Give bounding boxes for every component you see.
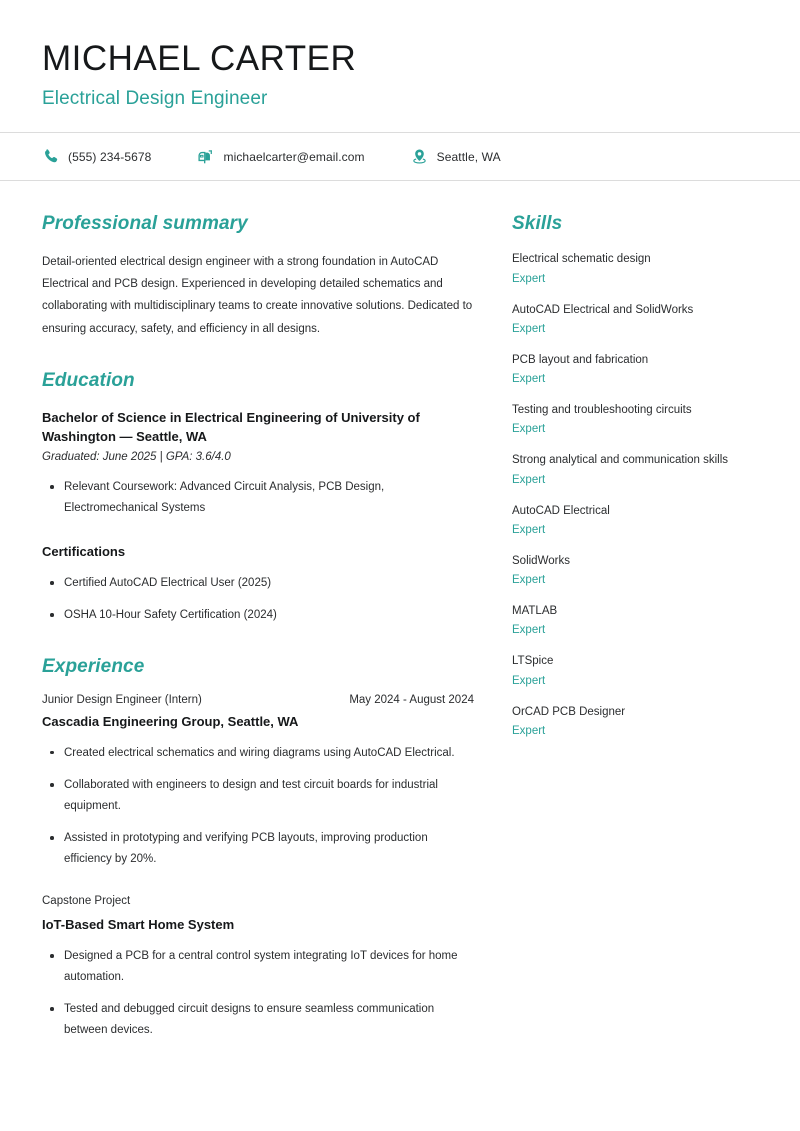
education-bullets bbox=[42, 477, 474, 518]
skill-item bbox=[512, 302, 762, 335]
skill-item bbox=[512, 452, 762, 485]
candidate-name: MICHAEL CARTER bbox=[42, 39, 357, 78]
certifications-bullets bbox=[42, 573, 474, 626]
skill-name: AutoCAD Electrical bbox=[512, 504, 610, 517]
experience-entry-header bbox=[42, 694, 474, 706]
list-item: Certified AutoCAD Electrical User (2025) bbox=[42, 573, 474, 593]
left-column bbox=[42, 213, 474, 1040]
list-item: Tested and debugged circuit designs to ensure seamless communication between devices. bbox=[42, 999, 474, 1040]
summary-text: Detail-oriented electrical design engineer with a strong foundation in AutoCAD Electrical and PCB design. Experienced in developing detailed schematics and collaborating with multidisciplinary teams to create innovative solutions. Dedicated to ensuring accuracy, safety, and efficiency in all designs. bbox=[42, 256, 473, 335]
project-title: IoT-Based Smart Home System bbox=[42, 917, 235, 933]
list-item: Designed a PCB for a central control system integrating IoT devices for home automation. bbox=[42, 946, 474, 987]
skill-item bbox=[512, 402, 762, 435]
skill-level: Expert bbox=[512, 674, 546, 687]
skills-heading: Skills bbox=[512, 213, 563, 235]
contact-email[interactable] bbox=[197, 148, 364, 165]
contact-email-text: michaelcarter@email.com bbox=[223, 149, 365, 164]
skill-level: Expert bbox=[512, 624, 546, 637]
experience-heading: Experience bbox=[42, 655, 145, 677]
skill-item bbox=[512, 503, 762, 536]
contact-phone-text: (555) 234-5678 bbox=[68, 149, 152, 164]
resume-body bbox=[0, 181, 800, 1040]
skill-name: MATLAB bbox=[512, 605, 558, 618]
contact-phone[interactable] bbox=[42, 148, 151, 165]
skill-item bbox=[512, 553, 762, 586]
skill-item bbox=[512, 704, 762, 737]
experience-company: Cascadia Engineering Group, Seattle, WA bbox=[42, 713, 299, 729]
capstone-project-entry bbox=[42, 895, 474, 1040]
experience-entry bbox=[42, 694, 474, 869]
list-item: Created electrical schematics and wiring diagrams using AutoCAD Electrical. bbox=[42, 743, 474, 763]
skill-name: AutoCAD Electrical and SolidWorks bbox=[512, 303, 694, 316]
list-item: Relevant Coursework: Advanced Circuit Analysis, PCB Design, Electromechanical Systems bbox=[42, 477, 474, 518]
education-heading: Education bbox=[42, 369, 135, 391]
section-skills bbox=[512, 213, 762, 737]
skill-item bbox=[512, 603, 762, 636]
skill-level: Expert bbox=[512, 724, 546, 737]
skill-name: PCB layout and fabrication bbox=[512, 353, 649, 366]
project-bullets bbox=[42, 946, 474, 1040]
experience-bullets bbox=[42, 743, 474, 869]
skill-name: Testing and troubleshooting circuits bbox=[512, 404, 692, 417]
contact-location-text: Seattle, WA bbox=[436, 149, 501, 164]
list-item: Collaborated with engineers to design and test circuit boards for industrial equipment. bbox=[42, 775, 474, 816]
education-degree: Bachelor of Science in Electrical Engineering of University of Washington — Seattle, WA bbox=[42, 409, 420, 444]
skill-name: Strong analytical and communication skills bbox=[512, 454, 729, 467]
skill-level: Expert bbox=[512, 423, 546, 436]
skill-item bbox=[512, 352, 762, 385]
skill-name: OrCAD PCB Designer bbox=[512, 705, 626, 718]
section-education bbox=[42, 370, 474, 626]
skill-level: Expert bbox=[512, 523, 546, 536]
contact-bar bbox=[0, 133, 800, 180]
list-item: Assisted in prototyping and verifying PCB layouts, improving production efficiency by 20%. bbox=[42, 828, 474, 869]
phone-icon bbox=[42, 148, 59, 165]
skill-item bbox=[512, 653, 762, 686]
right-column bbox=[512, 213, 762, 737]
contact-location[interactable] bbox=[411, 148, 501, 165]
certifications-heading: Certifications bbox=[42, 544, 126, 560]
certifications-group bbox=[42, 544, 474, 626]
experience-dates: May 2024 - August 2024 bbox=[349, 693, 474, 706]
skill-level: Expert bbox=[512, 373, 546, 386]
skill-name: LTSpice bbox=[512, 655, 554, 668]
map-pin-icon bbox=[411, 148, 428, 165]
experience-role: Junior Design Engineer (Intern) bbox=[42, 693, 202, 706]
section-experience bbox=[42, 656, 474, 1040]
skill-item bbox=[512, 251, 762, 284]
education-meta: Graduated: June 2025 | GPA: 3.6/4.0 bbox=[42, 451, 231, 464]
skill-level: Expert bbox=[512, 272, 546, 285]
summary-heading: Professional summary bbox=[42, 213, 248, 235]
resume-header bbox=[0, 0, 800, 132]
project-label: Capstone Project bbox=[42, 895, 131, 908]
section-professional-summary bbox=[42, 213, 474, 339]
skill-level: Expert bbox=[512, 473, 546, 486]
skill-name: Electrical schematic design bbox=[512, 253, 651, 266]
mailbox-icon bbox=[197, 148, 214, 165]
list-item: OSHA 10-Hour Safety Certification (2024) bbox=[42, 605, 474, 625]
skill-level: Expert bbox=[512, 574, 546, 587]
candidate-job-title: Electrical Design Engineer bbox=[42, 88, 268, 110]
skill-level: Expert bbox=[512, 322, 546, 335]
skill-name: SolidWorks bbox=[512, 554, 570, 567]
